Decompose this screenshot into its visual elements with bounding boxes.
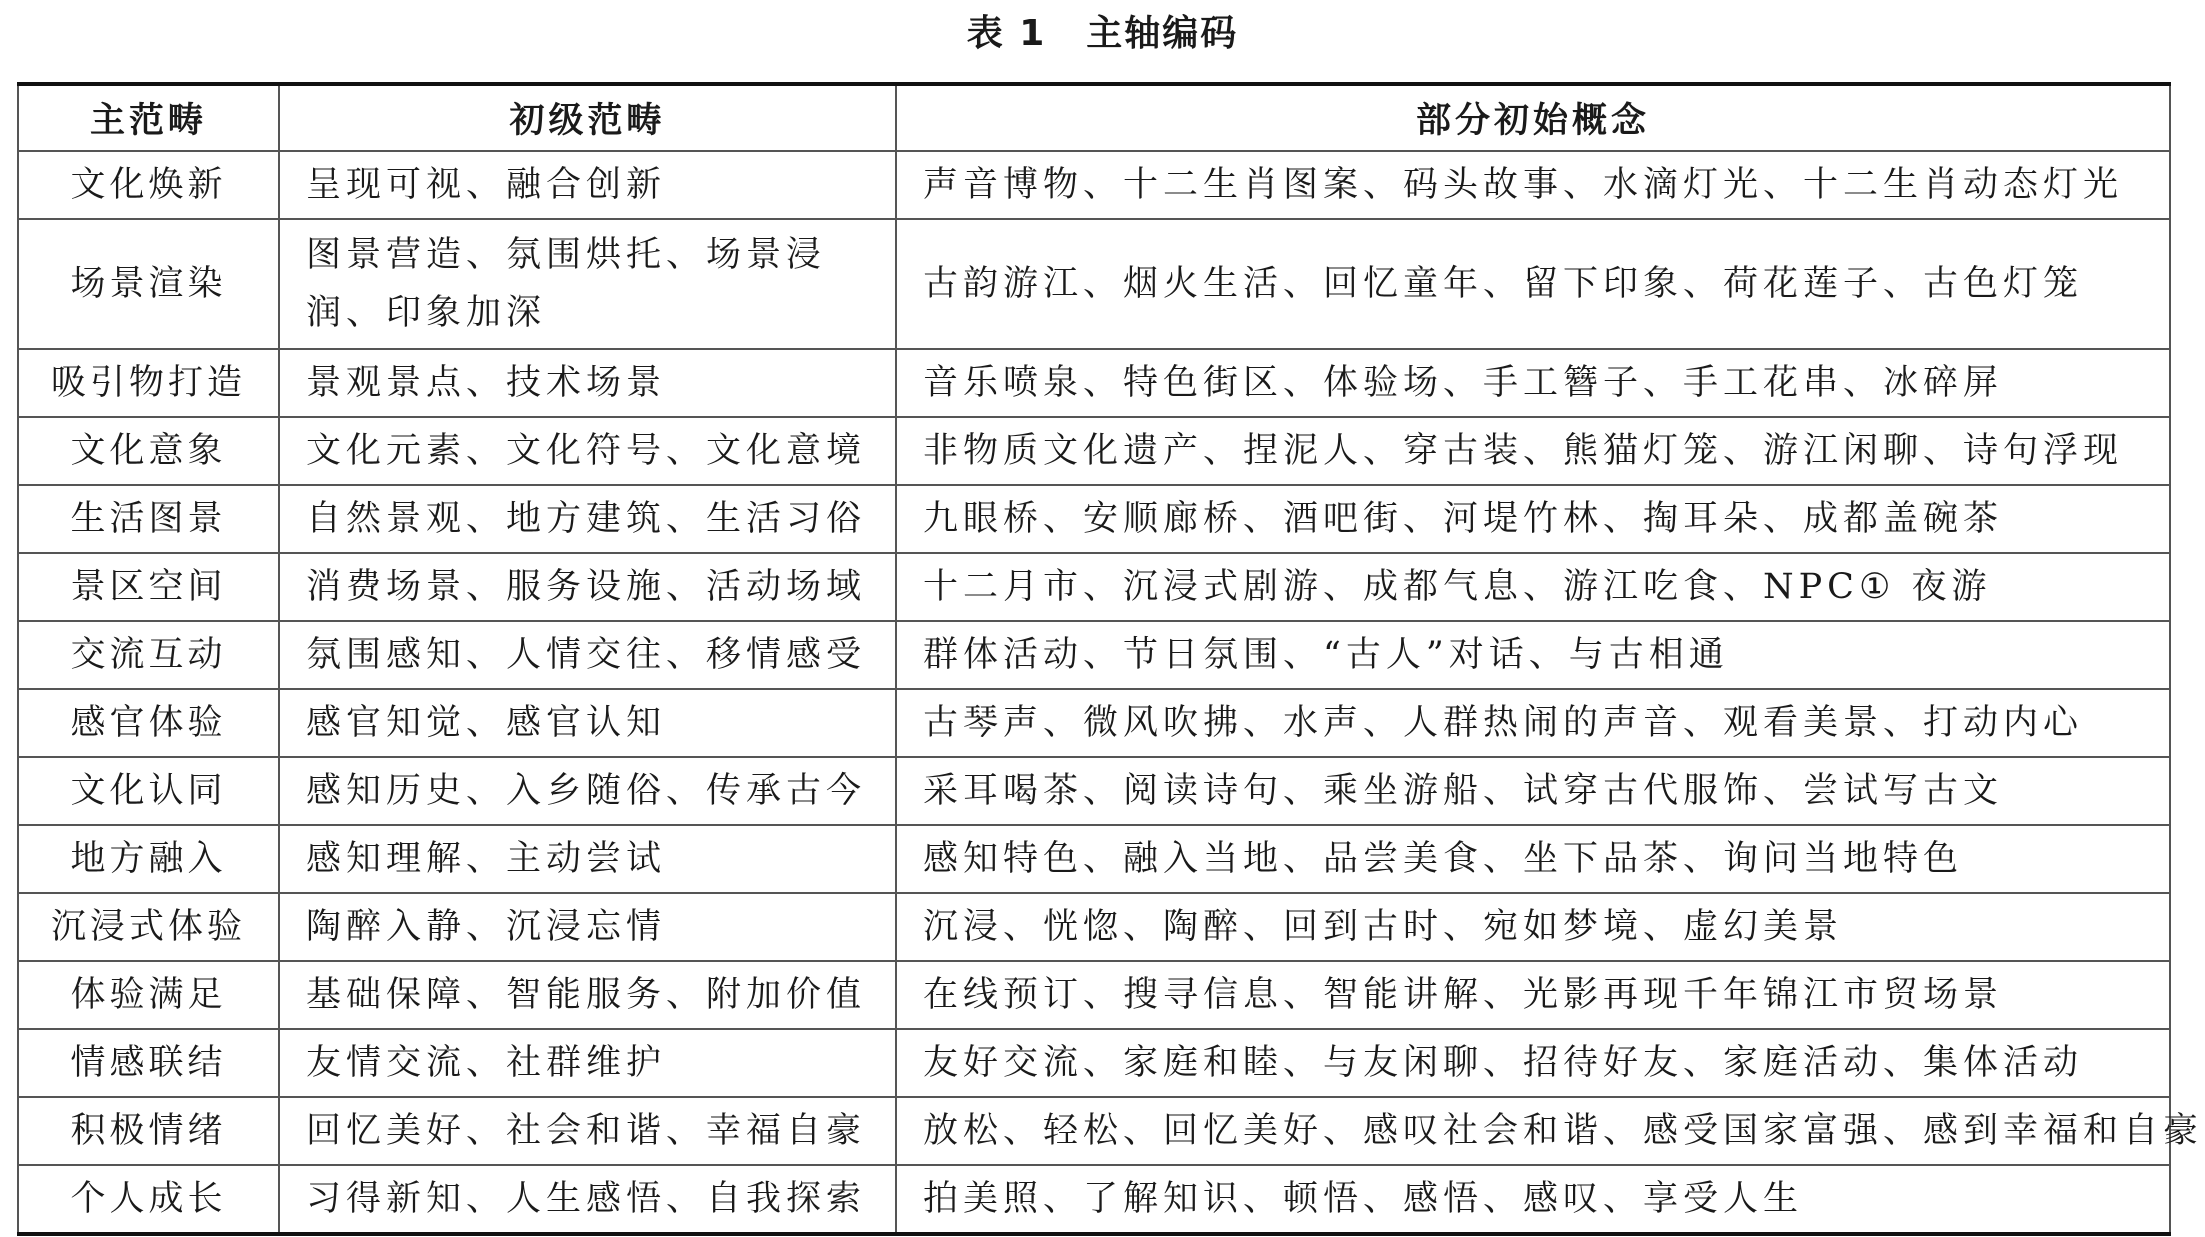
initial-concepts-cell: 感知特色、融入当地、品尝美食、坐下品茶、询问当地特色 <box>896 825 2170 893</box>
initial-concepts-cell: 非物质文化遗产、捏泥人、穿古装、熊猫灯笼、游江闲聊、诗句浮现 <box>896 417 2170 485</box>
table-row <box>18 621 2170 689</box>
primary-category-cell: 感官知觉、感官认知 <box>279 689 896 757</box>
table-row <box>18 349 2170 417</box>
main-category-cell: 文化意象 <box>18 417 279 485</box>
initial-concepts-cell: 沉浸、恍惚、陶醉、回到古时、宛如梦境、虚幻美景 <box>896 893 2170 961</box>
main-category-cell: 交流互动 <box>18 621 279 689</box>
table-row <box>18 1029 2170 1097</box>
initial-concepts-cell: 九眼桥、安顺廊桥、酒吧街、河堤竹林、掏耳朵、成都盖碗茶 <box>896 485 2170 553</box>
main-category-cell: 情感联结 <box>18 1029 279 1097</box>
table-row <box>18 485 2170 553</box>
table-row <box>18 893 2170 961</box>
table-row <box>18 757 2170 825</box>
main-category-cell: 景区空间 <box>18 553 279 621</box>
table-row <box>18 417 2170 485</box>
header-row <box>18 84 2170 151</box>
header-main-category: 主范畴 <box>18 84 279 151</box>
main-category-cell: 个人成长 <box>18 1165 279 1234</box>
initial-concepts-cell: 古琴声、微风吹拂、水声、人群热闹的声音、观看美景、打动内心 <box>896 689 2170 757</box>
initial-concepts-cell: 在线预订、搜寻信息、智能讲解、光影再现千年锦江市贸场景 <box>896 961 2170 1029</box>
main-category-cell: 文化焕新 <box>18 151 279 219</box>
main-category-cell: 地方融入 <box>18 825 279 893</box>
primary-category-cell: 氛围感知、人情交往、移情感受 <box>279 621 896 689</box>
primary-category-cell: 消费场景、服务设施、活动场域 <box>279 553 896 621</box>
primary-category-cell: 文化元素、文化符号、文化意境 <box>279 417 896 485</box>
primary-category-cell: 习得新知、人生感悟、自我探索 <box>279 1165 896 1234</box>
initial-concepts-cell: 音乐喷泉、特色街区、体验场、手工簪子、手工花串、冰碎屏 <box>896 349 2170 417</box>
table-row <box>18 219 2170 349</box>
primary-category-cell: 陶醉入静、沉浸忘情 <box>279 893 896 961</box>
initial-concepts-cell: 十二月市、沉浸式剧游、成都气息、游江吃食、NPC① 夜游 <box>896 553 2170 621</box>
main-category-cell: 吸引物打造 <box>18 349 279 417</box>
initial-concepts-cell: 声音博物、十二生肖图案、码头故事、水滴灯光、十二生肖动态灯光 <box>896 151 2170 219</box>
table-row <box>18 689 2170 757</box>
table-row <box>18 1165 2170 1234</box>
primary-category-cell: 感知历史、入乡随俗、传承古今 <box>279 757 896 825</box>
primary-category-cell: 基础保障、智能服务、附加价值 <box>279 961 896 1029</box>
primary-category-cell: 友情交流、社群维护 <box>279 1029 896 1097</box>
main-category-cell: 感官体验 <box>18 689 279 757</box>
primary-category-cell: 呈现可视、融合创新 <box>279 151 896 219</box>
initial-concepts-cell: 放松、轻松、回忆美好、感叹社会和谐、感受国家富强、感到幸福和自豪 <box>896 1097 2170 1165</box>
initial-concepts-cell: 拍美照、了解知识、顿悟、感悟、感叹、享受人生 <box>896 1165 2170 1234</box>
main-category-cell: 体验满足 <box>18 961 279 1029</box>
axial-coding-table <box>17 82 2204 1236</box>
table-number: 表 1 <box>966 13 1047 54</box>
primary-category-cell: 回忆美好、社会和谐、幸福自豪 <box>279 1097 896 1165</box>
main-category-cell: 文化认同 <box>18 757 279 825</box>
primary-category-cell: 图景营造、氛围烘托、场景浸润、印象加深 <box>279 219 896 349</box>
initial-concepts-cell: 古韵游江、烟火生活、回忆童年、留下印象、荷花莲子、古色灯笼 <box>896 219 2170 349</box>
primary-category-cell: 自然景观、地方建筑、生活习俗 <box>279 485 896 553</box>
table-row <box>18 825 2170 893</box>
header-initial-concepts: 部分初始概念 <box>896 84 2170 151</box>
main-category-cell: 积极情绪 <box>18 1097 279 1165</box>
initial-concepts-cell: 采耳喝茶、阅读诗句、乘坐游船、试穿古代服饰、尝试写古文 <box>896 757 2170 825</box>
table-row <box>18 553 2170 621</box>
main-category-cell: 场景渲染 <box>18 219 279 349</box>
table-row <box>18 1097 2170 1165</box>
table-row <box>18 151 2170 219</box>
primary-category-cell: 感知理解、主动尝试 <box>279 825 896 893</box>
main-category-cell: 生活图景 <box>18 485 279 553</box>
initial-concepts-cell: 友好交流、家庭和睦、与友闲聊、招待好友、家庭活动、集体活动 <box>896 1029 2170 1097</box>
initial-concepts-cell: 群体活动、节日氛围、“古人”对话、与古相通 <box>896 621 2170 689</box>
primary-category-cell: 景观景点、技术场景 <box>279 349 896 417</box>
header-primary-category: 初级范畴 <box>279 84 896 151</box>
table-row <box>18 961 2170 1029</box>
table-caption <box>0 8 2205 60</box>
main-category-cell: 沉浸式体验 <box>18 893 279 961</box>
table-title: 主轴编码 <box>1086 13 1239 54</box>
